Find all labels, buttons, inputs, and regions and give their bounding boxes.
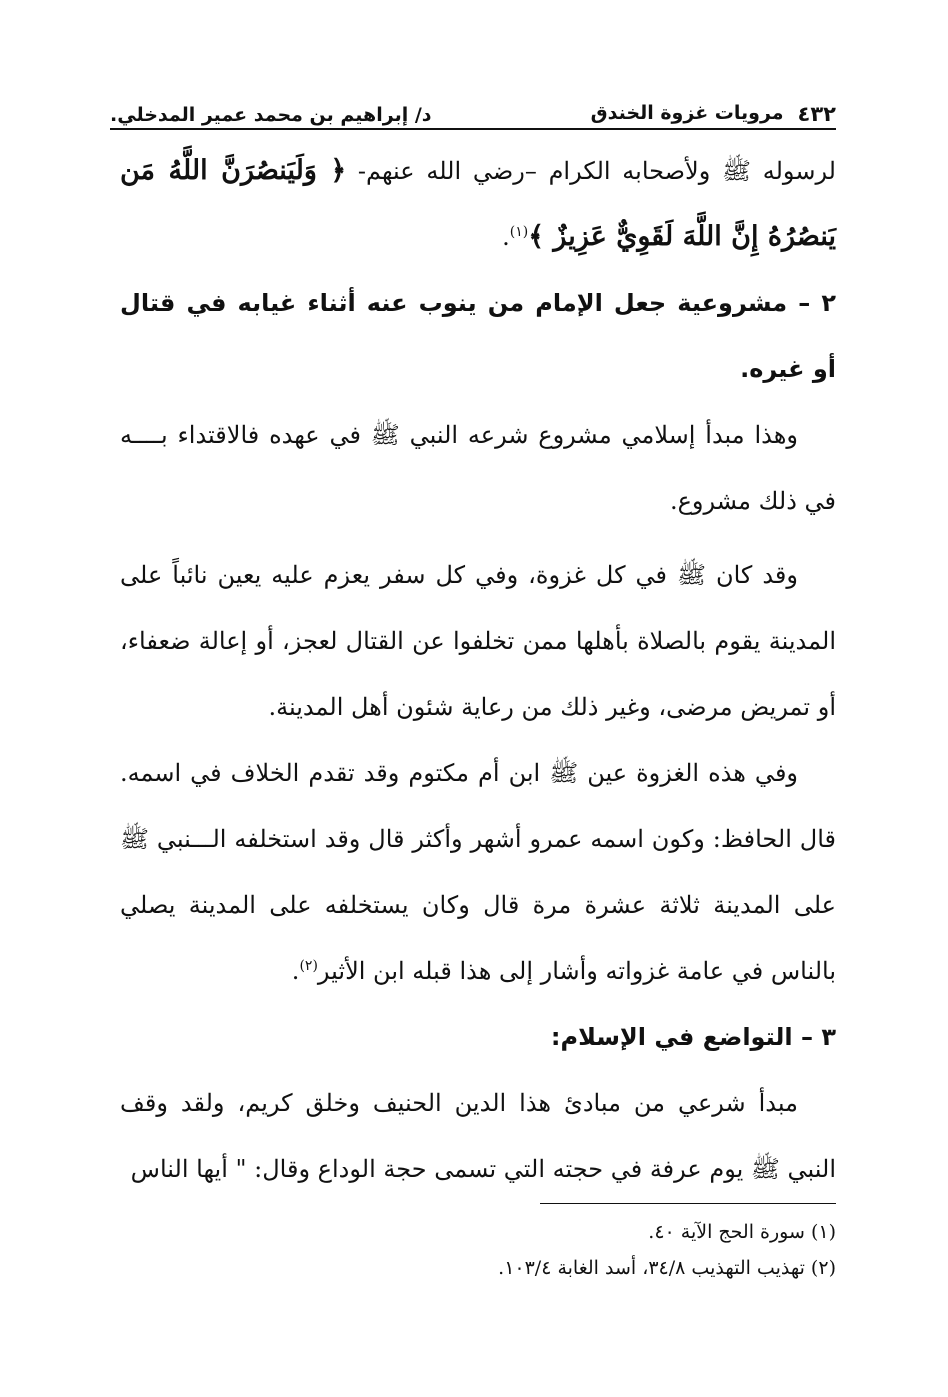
footnote-ref-1: (١) xyxy=(509,224,529,240)
main-text xyxy=(120,138,836,1202)
paragraph-2a: وهذا مبدأ إسلامي مشروع شرعه النبي ﷺ في عهده فالاقتداء بــــه في ذلك مشروع. xyxy=(120,421,836,515)
footnote-separator xyxy=(540,1203,836,1204)
paragraph-2c xyxy=(120,740,836,1004)
running-header xyxy=(110,96,836,130)
author-name: د/ إبراهيم بن محمد عمير المدخلي. xyxy=(110,104,432,126)
continuation-paragraph xyxy=(120,138,836,270)
continuation-text: لرسوله ﷺ ولأصحابه الكرام –رضي الله عنهم- xyxy=(346,157,836,185)
paragraph-2c-text: وفي هذه الغزوة عين ﷺ ابن أم مكتوم وقد تقدم الخلاف في اسمه. قال الحافظ: وكون اسمه عمرو أشهر وأكثر قال وقد استخلفه الـــنبي ﷺ على المدينة ثلاثة عشرة مرة قال وكان يستخلفه على المدينة يصلي بالناس في عامة غزواته وأشار إلى هذا قبله ابن الأثير xyxy=(120,759,836,985)
page-number: ٤٣٢ xyxy=(797,102,836,126)
section-heading-2: ٢ – مشروعية جعل الإمام من ينوب عنه أثناء غيابه في قتال أو غيره. xyxy=(120,289,836,383)
quran-verse: ﴿ وَلَيَنصُرَنَّ اللَّهُ مَن يَنصُرُهُ إِنَّ اللَّهَ لَقَوِيٌّ عَزِيزٌ ﴾ xyxy=(120,155,836,252)
footnotes xyxy=(120,1214,836,1286)
section-heading-3: ٣ – التواضع في الإسلام: xyxy=(550,1023,836,1051)
paragraph-2b: وقد كان ﷺ في كل غزوة، وفي كل سفر يعزم عليه يعين نائباً على المدينة يقوم بالصلاة بأهلها ممن تخلفوا عن القتال لعجز، أو إعالة ضعفاء، أو تمريض مرضى، وغير ذلك من رعاية شئون أهل المدينة. xyxy=(120,561,836,721)
sentence-end: . xyxy=(502,223,510,251)
paragraph-3a: مبدأ شرعي من مبادئ هذا الدين الحنيف وخلق كريم، ولقد وقف النبي ﷺ يوم عرفة في حجته التي تسمى حجة الوداع وقال: " أيها الناس xyxy=(120,1089,836,1183)
footnote-2: (٢) تهذيب التهذيب ٣٤/٨، أسد الغابة ١٠٣/٤. xyxy=(498,1257,836,1279)
header-right xyxy=(591,102,836,126)
footnote-ref-2: (٢) xyxy=(299,958,318,974)
footnote-1: (١) سورة الحج الآية ٤٠. xyxy=(648,1221,836,1243)
book-title: مرويات غزوة الخندق xyxy=(590,102,784,124)
sentence-end: . xyxy=(291,957,300,985)
